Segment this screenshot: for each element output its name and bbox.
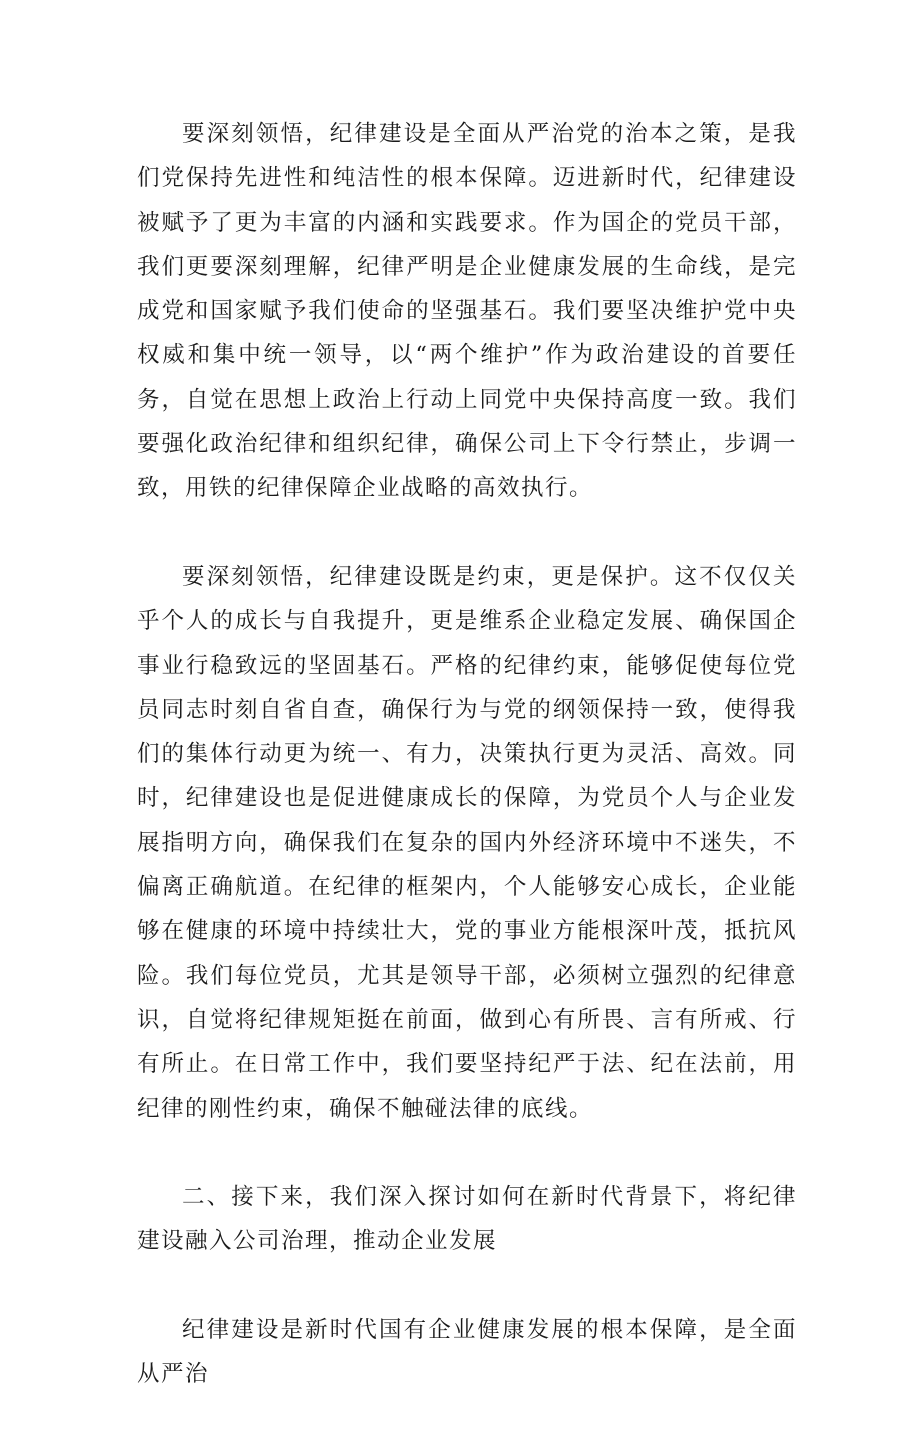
document-body: [137, 112, 797, 1441]
paragraph-3: 纪律建设是新时代国有企业健康发展的根本保障，是全面从严治: [137, 1317, 797, 1388]
paragraph-2: 要深刻领悟，纪律建设既是约束，更是保护。这不仅仅关乎个人的成长与自我提升，更是维系企业稳定发展、确保国企事业行稳致远的坚固基石。严格的纪律约束，能够促使每位党员同志时刻自省自查，确保行为与党的纲领保持一致，使得我们的集体行动更为统一、有力，决策执行更为灵活、高效。同时，纪律建设也是促进健康成长的保障，为党员个人与企业发展指明方向，确保我们在复杂的国内外经济环境中不迷失，不偏离正确航道。在纪律的框架内，个人能够安心成长，企业能够在健康的环境中持续壮大，党的事业方能根深叶茂，抵抗风险。我们每位党员，尤其是领导干部，必须树立强烈的纪律意识，自觉将纪律规矩挺在前面，做到心有所畏、言有所戒、行有所止。在日常工作中，我们要坚持纪严于法、纪在法前，用纪律的刚性约束，确保不触碰法律的底线。: [137, 563, 797, 1122]
paragraph-1: 要深刻领悟，纪律建设是全面从严治党的治本之策，是我们党保持先进性和纯洁性的根本保障。迈进新时代，纪律建设被赋予了更为丰富的内涵和实践要求。作为国企的党员干部，我们更要深刻理解，纪律严明是企业健康发展的生命线，是完成党和国家赋予我们使命的坚强基石。我们要坚决维护党中央权威和集中统一领导，以“两个维护”作为政治建设的首要任务，自觉在思想上政治上行动上同党中央保持高度一致。我们要强化政治纪律和组织纪律，确保公司上下令行禁止，步调一致，用铁的纪律保障企业战略的高效执行。: [137, 121, 797, 502]
section-heading: 二、接下来，我们深入探讨如何在新时代背景下，将纪律建设融入公司治理，推动企业发展: [137, 1184, 797, 1255]
